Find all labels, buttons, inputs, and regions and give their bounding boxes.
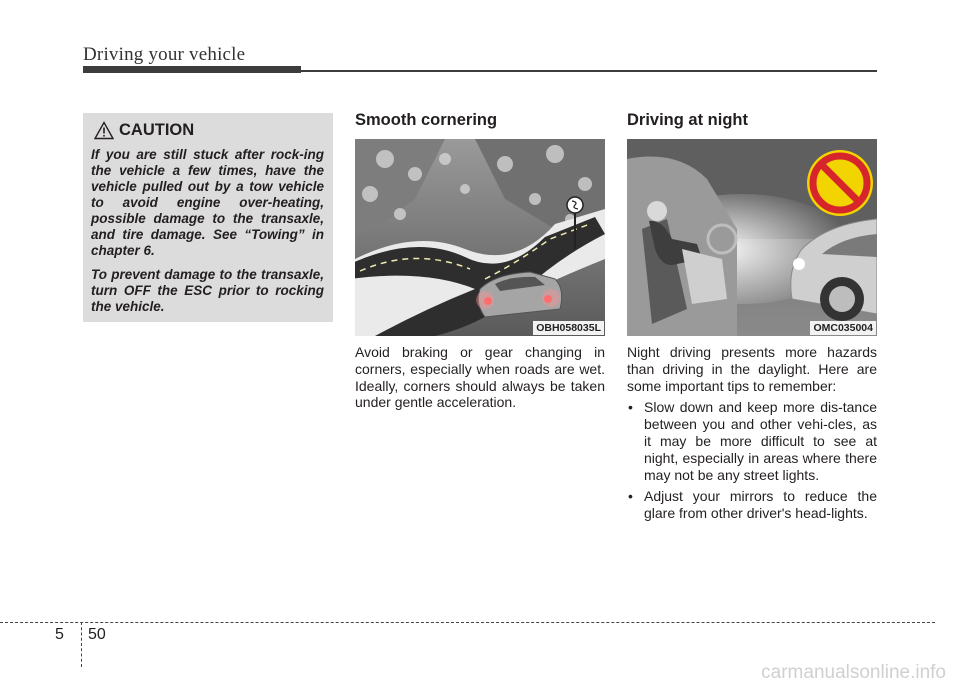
list-item-text: Slow down and keep more dis-tance between you and other vehi-cles, as it may be more difficult to see at night, especially in areas where there may not be any street lights. [644,399,877,483]
caution-box [83,113,333,322]
page-header-title: Driving your vehicle [83,44,246,65]
image-code-label: OBH058035L [533,321,604,335]
cornering-photo [355,139,605,336]
image-code-label: OMC035004 [810,321,876,335]
chapter-number: 5 [55,626,64,643]
page-number: 50 [88,626,106,643]
warning-triangle-icon [94,121,114,140]
list-item-text: Adjust your mirrors to reduce the glare from other driver's head-lights. [644,488,877,522]
caution-body [91,147,324,323]
caution-paragraph: If you are still stuck after rock-ing the vehicle a few times, have the vehicle pulled out by a tow vehicle to avoid engine over-heating, possible damage to the transaxle, and tire damage. See “Towing” in chapter 6. [91,147,324,258]
bullet-icon: • [628,488,633,505]
bullet-icon: • [628,399,633,416]
list-item [627,399,877,483]
header-rule [301,70,877,72]
smooth-cornering-heading: Smooth cornering [355,111,498,129]
paragraph: Night driving presents more hazards than driving in the daylight. Here are some important tips to remember: [627,344,877,394]
driving-at-night-heading: Driving at night [627,111,748,129]
caution-paragraph: To prevent damage to the transaxle, turn OFF the ESC prior to rocking the vehicle. [91,267,324,314]
cornering-illustration [355,139,605,336]
caution-title: CAUTION [119,121,195,139]
footer-rule [0,622,935,623]
night-driving-photo [627,139,877,336]
caution-header [94,121,194,140]
watermark: carmanualsonline.info [761,662,946,683]
header-bar [83,66,301,73]
list-item [627,488,877,522]
driving-at-night-text [627,344,877,522]
smooth-cornering-text [355,344,605,411]
night-driving-illustration [627,139,877,336]
footer-divider [81,622,82,667]
paragraph: Avoid braking or gear changing in corners, especially when roads are wet. Ideally, corners should always be taken under gentle acceleration. [355,344,605,411]
